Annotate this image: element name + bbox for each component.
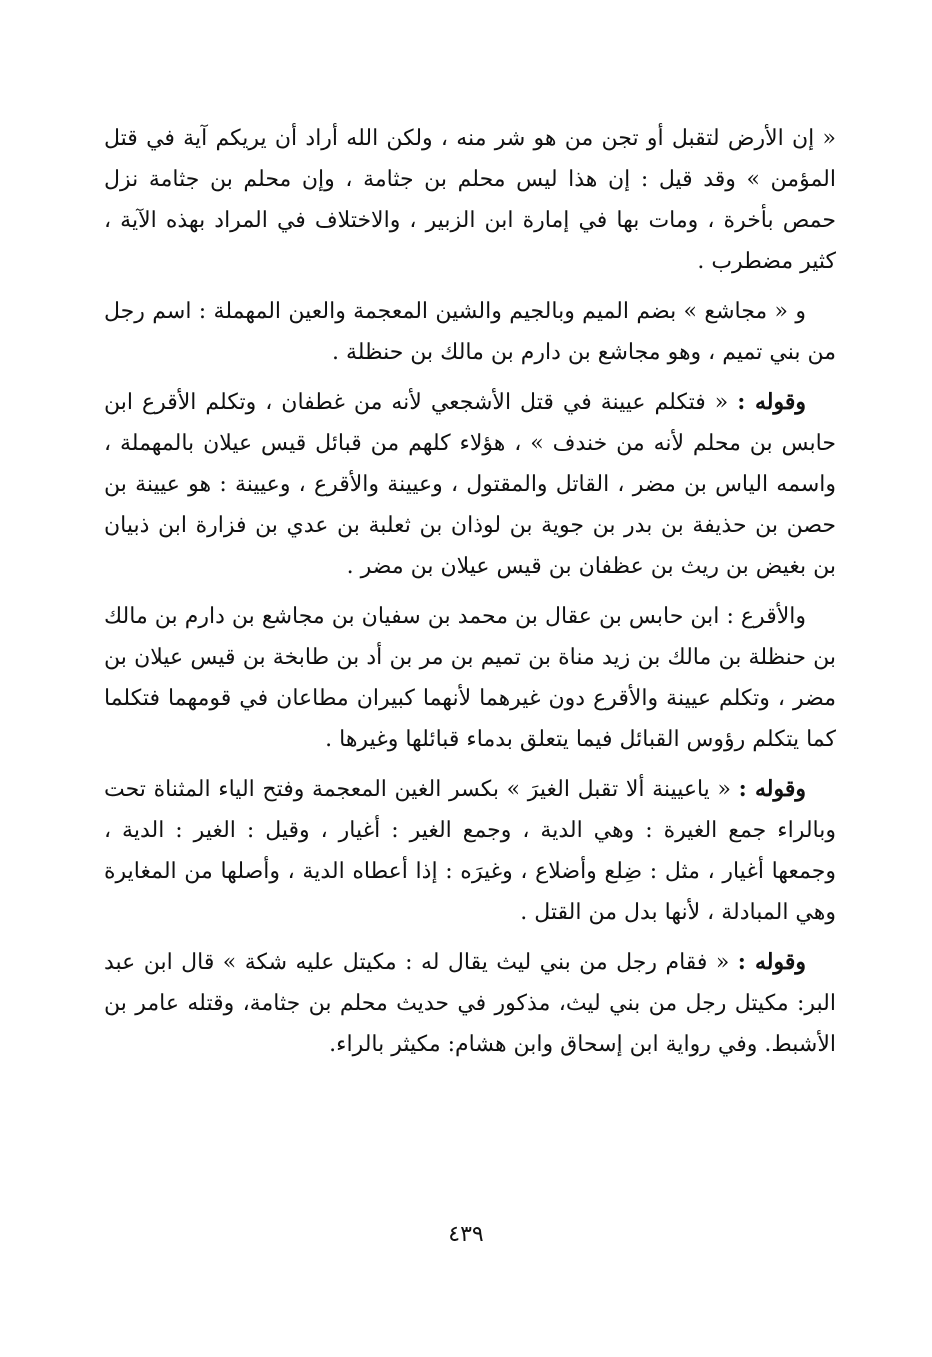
page-number: ٤٣٩ [448, 1222, 484, 1247]
paragraph-3-lead: وقوله : [737, 389, 807, 415]
paragraph-6-lead: وقوله : [737, 949, 806, 975]
paragraph-6-text: « فقام رجل من بني ليث يقال له : مكيتل عليه شكة » قال ابن عبد البر: مكيتل رجل من بني ليث، مذكور في حديث محلم بن جثامة، وقتله عامر بن الأشبط. وفي رواية ابن إسحاق وابن هشام: مكيثر بالراء. [104, 950, 836, 1057]
paragraph-4 [104, 596, 836, 760]
body-text [104, 118, 836, 1074]
paragraph-4-text: والأقرع : ابن حابس بن عقال بن محمد بن سفيان بن مجاشع بن دارم بن مالك بن حنظلة بن مالك بن زيد مناة بن تميم بن مر بن أد بن طابخة بن قيس عيلان بن مضر ، وتكلم عيينة والأقرع دون غيرهما لأنهما كبيران مطاعان في قومهما فتكلما كما يتكلم رؤوس القبائل فيما يتعلق بدماء قبائلها وغيرها . [104, 604, 836, 752]
paragraph-1 [104, 118, 836, 282]
paragraph-2 [104, 291, 836, 373]
paragraph-5-text: « ياعيينة ألا تقبل الغيرَ » بكسر الغين المعجمة وفتح الياء المثناة تحت وبالراء جمع الغيرة : وهي الدية ، وجمع الغير : أغيار ، وقيل : الغير : الدية ، وجمعها أغيار ، مثل : ضِلع وأضلاع ، وغيرَه : إذا أعطاه الدية ، وأصلها من المغايرة وهي المبادلة ، لأنها بدل من القتل . [104, 777, 836, 925]
paragraph-5 [104, 769, 836, 933]
paragraph-1-text: « إن الأرض لتقبل أو تجن من هو شر منه ، ولكن الله أراد أن يريكم آية في قتل المؤمن » وقد قيل : إن هذا ليس محلم بن جثامة ، وإن محلم بن جثامة نزل حمص بأخرة ، ومات بها في إمارة ابن الزبير ، والاختلاف في المراد بهذه الآية ، كثير مضطرب . [104, 126, 836, 274]
paragraph-3 [104, 382, 836, 587]
paragraph-6 [104, 942, 836, 1065]
paragraph-5-lead: وقوله : [738, 776, 806, 802]
paragraph-3-text: « فتكلم عيينة في قتل الأشجعي لأنه من غطفان ، وتكلم الأقرع ابن حابس بن محلم لأنه من خندف » ، هؤلاء كلهم من قبائل قيس عيلان بالمهملة ، واسمه الياس بن مضر ، القاتل والمقتول ، وعيينة والأقرع ، وعيينة : هو عيينة بن حصن بن حذيفة بن بدر بن جوية بن لوذان بن ثعلبة بن عدي بن فزارة ابن ذبيان بن بغيض بن ريث بن عظفان بن قيس عيلان بن مضر . [104, 390, 836, 579]
paragraph-2-text: و « مجاشع » بضم الميم وبالجيم والشين المعجمة والعين المهملة : اسم رجل من بني تميم ، وهو مجاشع بن دارم بن مالك بن حنظلة . [104, 299, 836, 365]
